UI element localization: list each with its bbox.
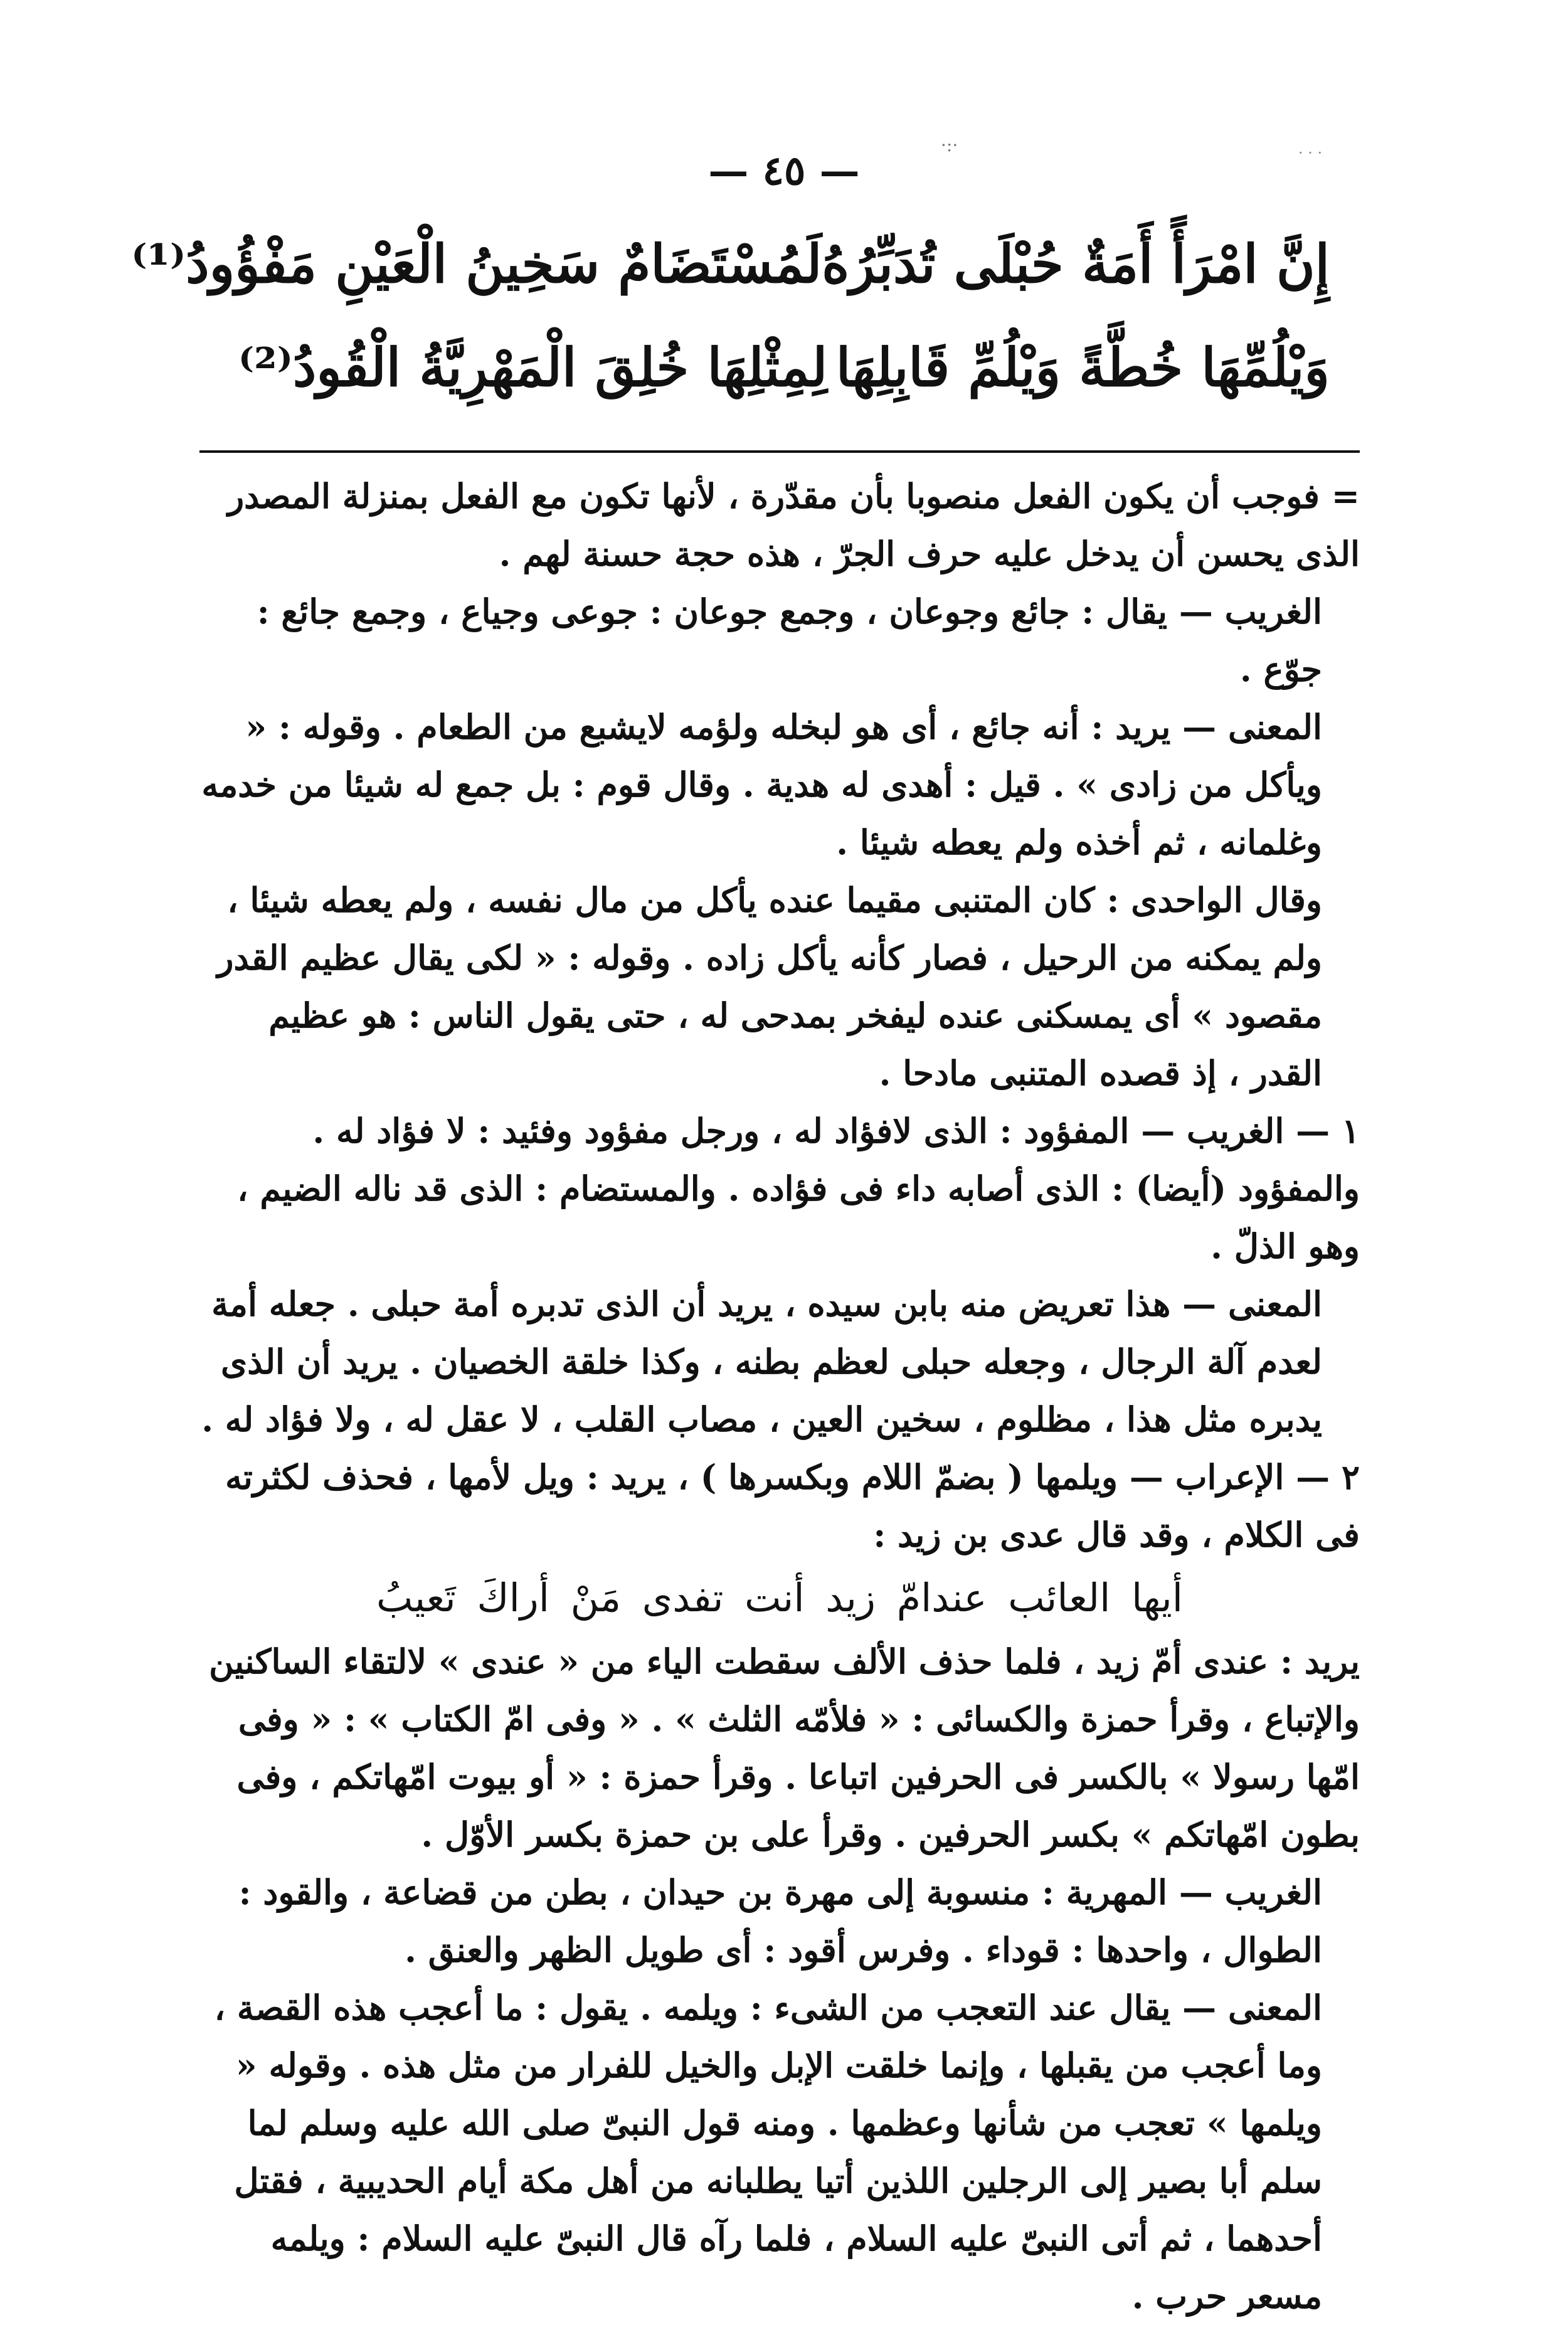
footnote-paragraph: ٢ — الإعراب — ويلمها ( بضمّ اللام وبكسرها ) ، يريد : ويل لأمها ، فحذف لكثرته فى الكلام ، وقد قال عدى بن زيد : — [225, 1457, 1360, 1555]
scan-speckle: · · · — [1298, 144, 1323, 162]
commentary-paragraph: الغريب — يقال : جائع وجوعان ، وجمع جوعان : جوعى وجياع ، وجمع جائع : جوّع . — [257, 591, 1322, 689]
scan-speckle: ·:· — [941, 135, 958, 156]
verse-first-hemistich: وَيْلُمِّهَا خُطَّةً وَيْلُمِّ قَابِلِهَا — [835, 336, 1330, 398]
poem-verse — [238, 320, 1330, 414]
quoted-verse: أيها العائب عندامّ زيد أنت تفدى مَنْ أراكَ تَعيبُ — [376, 1575, 1183, 1621]
poem-verse — [131, 216, 1330, 310]
commentary-paragraph: المعنى — هذا تعريض منه بابن سيده ، يريد أن الذى تدبره أمة حبلى . جعله أمة لعدم آلة الرجال ، وجعله حبلى لعظم بطنه ، وكذا خلقة الخصيان . يريد أن الذى يدبره مثل هذا ، مظلوم ، سخين العين ، مصاب القلب ، لا عقل له ، ولا فؤاد له . — [201, 1284, 1322, 1439]
commentary-block — [199, 467, 1360, 2325]
commentary-paragraph: يريد : عندى أمّ زيد ، فلما حذف الألف سقطت الياء من « عندى » لالتقاء الساكنين والإتباع ، وقرأ حمزة والكسائى : « فلأمّه الثلث » . « وفى امّ الكتاب » : « وفى امّها رسولا » بالكسر فى الحرفين اتباعا . وقرأ حمزة : « أو بيوت امّهاتكم ، وفى بطون امّهاتكم » بكسر الحرفين . وقرأ على بن حمزة بكسر الأوّل . — [209, 1641, 1360, 1855]
commentary-paragraph: = فوجب أن يكون الفعل منصوبا بأن مقدّرة ، لأنها تكون مع الفعل بمنزلة المصدر الذى يحسن أن يدخل عليه حرف الجرّ ، هذه حجة حسنة لهم . — [228, 476, 1360, 574]
commentary-paragraph: المعنى — يقال عند التعجب من الشىء : ويلمه . يقول : ما أعجب هذه القصة ، وما أعجب من يقبلها ، وإنما خلقت الإبل والخيل للفرار من مثل هذه . وقوله « ويلمها » تعجب من شأنها وعظمها . ومنه قول النبىّ صلى الله عليه وسلم لما سلم أبا بصير إلى الرجلين اللذين أتيا يطلبانه من أهل مكة أيام الحديبية ، فقتل أحدهما ، ثم أتى النبىّ عليه السلام ، فلما رآه قال النبىّ عليه السلام : ويلمه مسعر حرب . — [214, 1988, 1322, 2316]
commentary-paragraph: الغريب — المهرية : منسوبة إلى مهرة بن حيدان ، بطن من قضاعة ، والقود : الطوال ، واحدها : قوداء . وفرس أقود : أى طويل الظهر والعنق . — [238, 1872, 1322, 1970]
commentary-paragraph: المعنى — يريد : أنه جائع ، أى هو لبخله ولؤمه لايشبع من الطعام . وقوله : « ويأكل من زادى » . قيل : أهدى له هدية . وقال قوم : بل جمع له شيئا من خدمه وغلمانه ، ثم أخذه ولم يعطه شيئا . — [201, 707, 1322, 862]
page-number: — ٤٥ — — [708, 147, 860, 194]
verse-second-hemistich: لِمِثْلِهَا خُلِقَ الْمَهْرِيَّةُ الْقُودُ⁽²⁾ — [238, 336, 828, 398]
footnote-divider — [199, 450, 1360, 453]
verse-first-hemistich: إِنَّ امْرَأً أَمَةٌ حُبْلَى تُدَبِّرُهُ — [822, 232, 1330, 295]
footnote-paragraph: ١ — الغريب — المفؤود : الذى لافؤاد له ، ورجل مفؤود وفئيد : لا فؤاد له . والمفؤود (أيضا) : الذى أصابه داء فى فؤاده . والمستضام : الذى قد ناله الضيم ، وهو الذلّ . — [237, 1111, 1360, 1266]
verse-second-hemistich: لَمُسْتَضَامٌ سَخِينُ الْعَيْنِ مَفْؤُودُ⁽¹⁾ — [131, 232, 822, 295]
commentary-paragraph: وقال الواحدى : كان المتنبى مقيما عنده يأكل من مال نفسه ، ولم يعطه شيئا ، ولم يمكنه من الرحيل ، فصار كأنه يأكل زاده . وقوله : « لكى يقال عظيم القدر مقصود » أى يمسكنى عنده ليفخر بمدحى له ، حتى يقول الناس : هو عظيم القدر ، إذ قصده المتنبى مادحا . — [217, 880, 1322, 1093]
